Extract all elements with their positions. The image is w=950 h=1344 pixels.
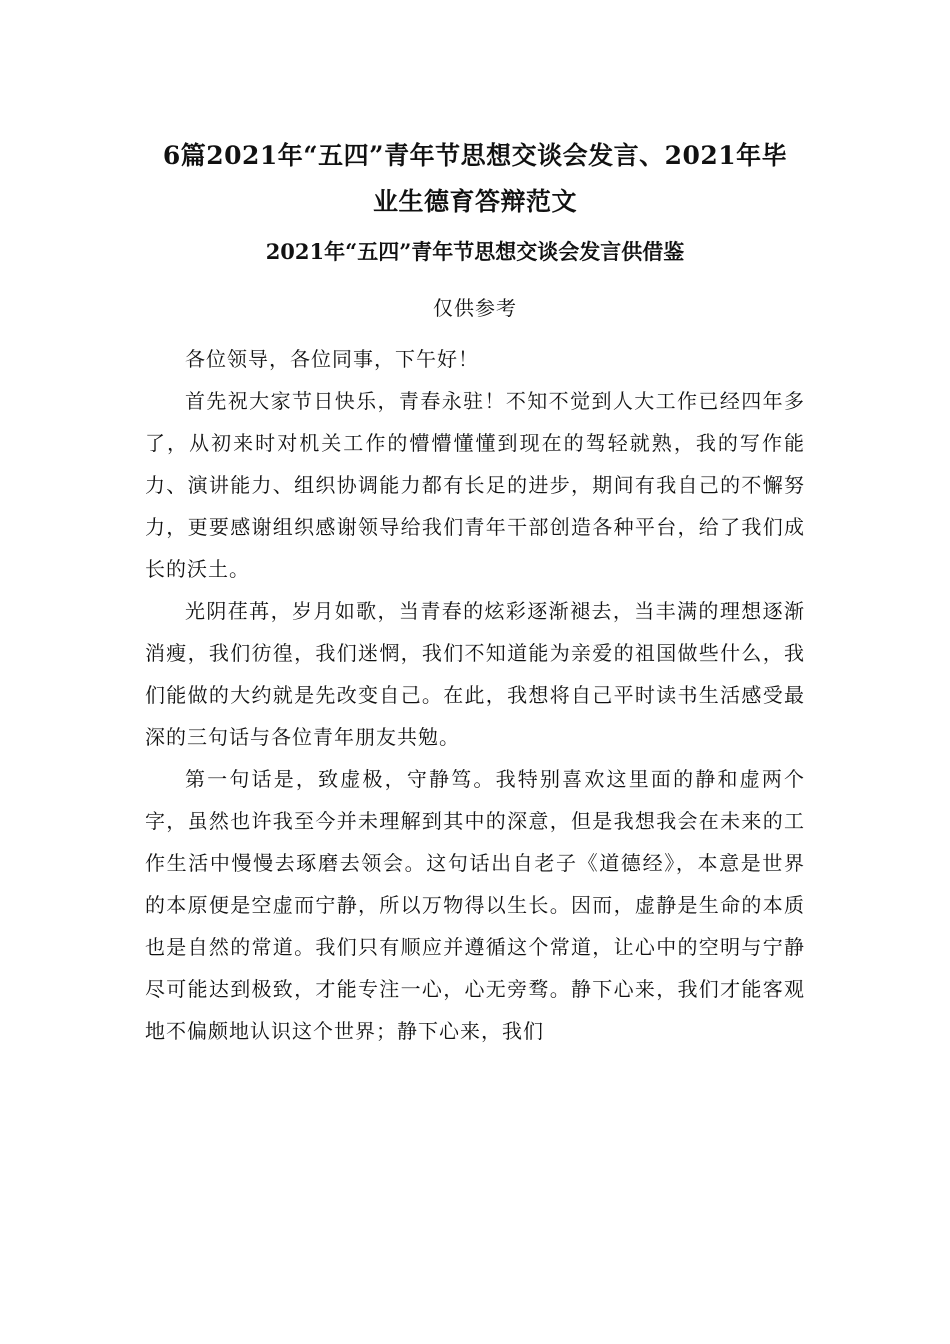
document-subtitle: 2021年“五四”青年节思想交谈会发言供借鉴 [265,239,685,264]
document-title-line-2: 业生德育答辩范文 [372,187,577,216]
paragraph-intro: 首先祝大家节日快乐，青春永驻！不知不觉到人大工作已经四年多了，从初来时对机关工作的懵懵懂懂到现在的驾轻就熟，我的写作能力、演讲能力、组织协调能力都有长足的进步，期间有我自己的不懈努力，更要感谢组织感谢领导给我们青年干部创造各种平台，给了我们成长的沃土。 [145,389,805,581]
reference-note: 仅供参考 [433,296,517,320]
paragraph-greeting: 各位领导，各位同事，下午好！ [185,347,479,371]
document-title-line-1: 6篇2021年“五四”青年节思想交谈会发言、2021年毕 [162,141,788,170]
document-body [145,338,805,1052]
paragraph-first-saying: 第一句话是，致虚极，守静笃。我特别喜欢这里面的静和虚两个字，虽然也许我至今并未理解到其中的深意，但是我想我会在未来的工作生活中慢慢去琢磨去领会。这句话出自老子《道德经》，本意是世界的本原便是空虚而宁静，所以万物得以生长。因而，虚静是生命的本质也是自然的常道。我们只有顺应并遵循这个常道，让心中的空明与宁静尽可能达到极致，才能专注一心，心无旁骛。静下心来，我们才能客观地不偏颇地认识这个世界；静下心来，我们 [145,767,805,1043]
paragraph-youth: 光阴荏苒，岁月如歌，当青春的炫彩逐渐褪去，当丰满的理想逐渐消瘦，我们彷徨，我们迷惘，我们不知道能为亲爱的祖国做些什么，我们能做的大约就是先改变自己。在此，我想将自己平时读书生活感受最深的三句话与各位青年朋友共勉。 [145,599,805,749]
